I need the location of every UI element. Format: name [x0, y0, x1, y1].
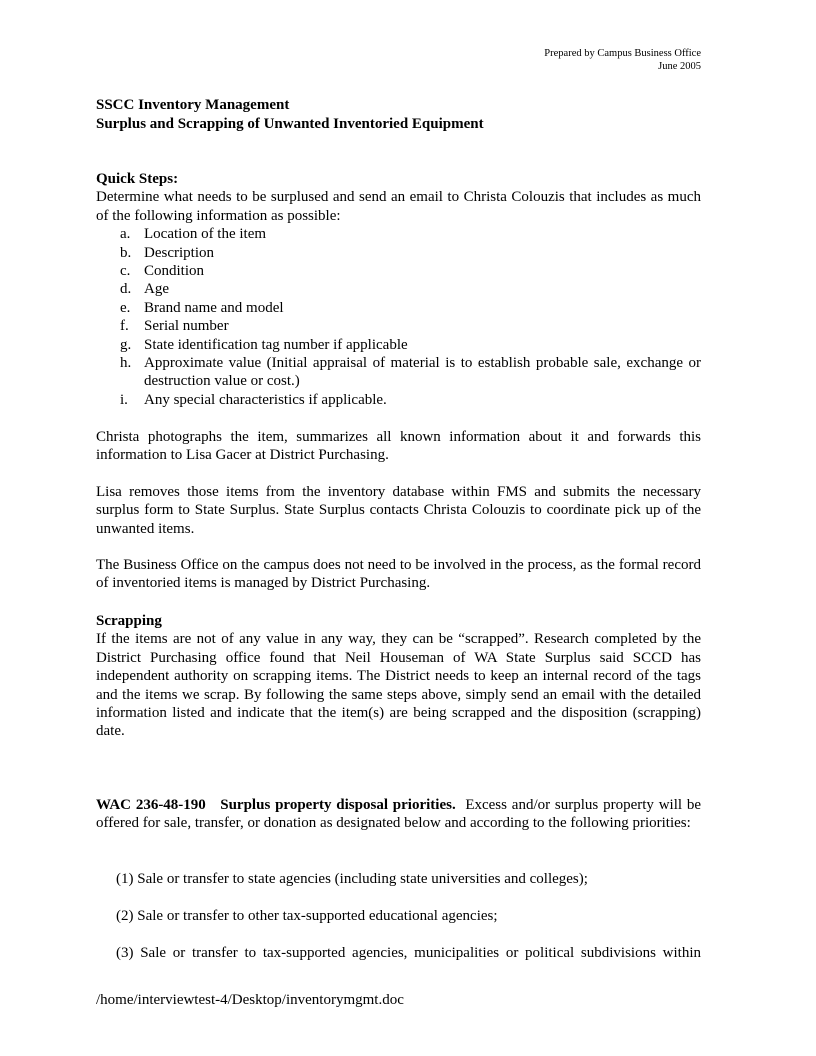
priority-item: (3) Sale or transfer to tax-supported agencies, municipalities or political subdivisions within — [116, 945, 701, 961]
list-item — [96, 336, 701, 354]
list-item — [96, 317, 701, 335]
list-marker: a. — [120, 226, 131, 243]
priority-item: (1) Sale or transfer to state agencies (including state universities and colleges); — [116, 871, 588, 887]
list-item-text: Condition — [144, 263, 205, 280]
list-item — [96, 244, 701, 262]
wac-body: Excess and/or surplus property will be offered for sale, transfer, or donation as designated below and according to the following priorities: — [96, 797, 702, 832]
wac-section — [96, 796, 701, 833]
list-item-text: Location of the item — [144, 226, 267, 243]
list-marker: b. — [120, 244, 132, 261]
document-title — [96, 96, 484, 134]
list-item-text: Brand name and model — [144, 299, 284, 316]
list-item — [96, 225, 701, 243]
info-list — [96, 225, 701, 409]
document-page — [96, 0, 701, 1056]
lisa-paragraph: Lisa removes those items from the inventory database within FMS and submits the necessary surplus form to State Surplus. State Surplus contacts Christa Colouzis to coordinate pick up of the unwanted items. — [96, 484, 701, 537]
prepared-by-line: Prepared by Campus Business Office — [544, 48, 701, 59]
list-marker: h. — [120, 355, 132, 372]
list-item-text: Age — [144, 281, 169, 298]
wac-code: WAC 236-48-190 — [96, 797, 206, 813]
quick-steps-intro: Determine what needs to be surplused and send an email to Christa Colouzis that includes as much of the following information as possible: — [96, 189, 701, 224]
list-item — [96, 262, 701, 280]
list-marker: e. — [120, 299, 131, 316]
list-marker: g. — [120, 336, 132, 353]
quick-steps-heading: Quick Steps: — [96, 171, 179, 187]
list-marker: d. — [120, 281, 132, 298]
list-marker: i. — [120, 391, 128, 408]
title-line-1: SSCC Inventory Management — [96, 97, 290, 113]
list-item — [96, 280, 701, 298]
scrapping-body: If the items are not of any value in any way, they can be “scrapped”. Research completed by the District Purchasing office found that Neil Houseman of WA State Surplus said SCCD has independent authority on scrapping items. The District needs to keep an internal record of the tags and the items we scrap. By following the same steps above, simply send an email with the detailed information listed and indicate that the item(s) are being scrapped and the disposition (scrapping) date. — [96, 631, 701, 740]
quick-steps-section — [96, 170, 701, 409]
list-item-text: State identification tag number if applicable — [144, 336, 408, 353]
list-item-text: Approximate value (Initial appraisal of material is to establish probable sale, exchange or destruction value or cost.) — [144, 355, 701, 390]
list-item-text: Serial number — [144, 318, 229, 335]
prepared-by-header — [544, 47, 701, 73]
list-marker: c. — [120, 263, 131, 280]
list-marker: f. — [120, 318, 129, 335]
prepared-date: June 2005 — [658, 61, 701, 72]
list-item-text: Description — [144, 244, 214, 261]
list-item — [96, 299, 701, 317]
list-item-text: Any special characteristics if applicable. — [144, 391, 387, 408]
file-path-footer: /home/interviewtest-4/Desktop/inventorymgmt.doc — [96, 992, 404, 1008]
list-item — [96, 354, 701, 391]
business-office-paragraph: The Business Office on the campus does not need to be involved in the process, as the formal record of inventoried items is managed by District Purchasing. — [96, 557, 701, 592]
christa-paragraph: Christa photographs the item, summarizes all known information about it and forwards this information to Lisa Gacer at District Purchasing. — [96, 429, 701, 464]
scrapping-heading: Scrapping — [96, 613, 162, 629]
list-item — [96, 391, 701, 409]
scrapping-section — [96, 612, 701, 741]
wac-title: Surplus property disposal priorities. — [220, 797, 456, 813]
priority-item: (2) Sale or transfer to other tax-supported educational agencies; — [116, 908, 498, 924]
title-line-2: Surplus and Scrapping of Unwanted Inventoried Equipment — [96, 116, 484, 132]
